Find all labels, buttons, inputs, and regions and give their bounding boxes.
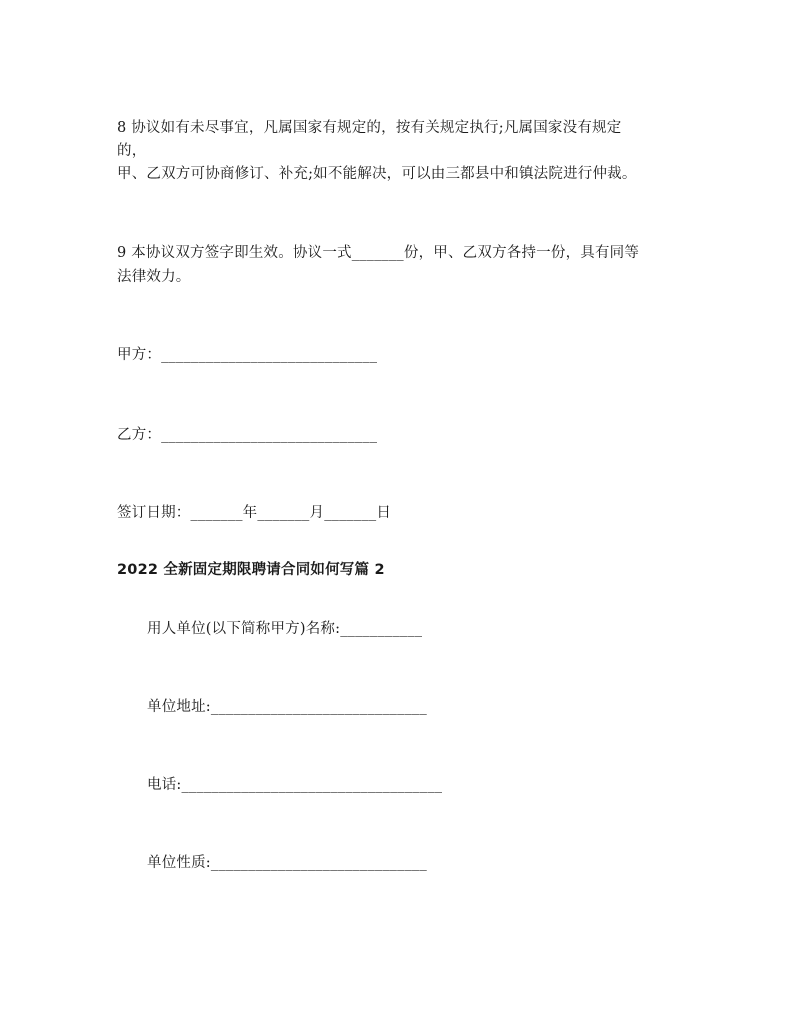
party-a-signature-line: 甲方：_____________________________ xyxy=(117,347,378,363)
party-b-signature-line: 乙方：_____________________________ xyxy=(117,427,378,443)
unit-nature-field: 单位性质:_____________________________ xyxy=(147,855,427,871)
clause-9-line-1: 9 本协议双方签字即生效。协议一式_______份，甲、乙双方各持一份，具有同等 xyxy=(117,245,640,261)
clause-8-line-1: 8 协议如有未尽事宜，凡属国家有规定的，按有关规定执行;凡属国家没有规定 xyxy=(117,120,622,136)
phone-field: 电话:___________________________________ xyxy=(147,777,443,793)
clause-9-line-2: 法律效力。 xyxy=(117,269,191,285)
employer-address-field: 单位地址:_____________________________ xyxy=(147,699,427,715)
section-2-title: 2022 全新固定期限聘请合同如何写篇 2 xyxy=(117,562,385,578)
employer-name-field: 用人单位(以下简称甲方)名称:___________ xyxy=(147,621,423,637)
clause-8-line-2: 的， xyxy=(117,143,147,159)
signing-date-line: 签订日期：_______年_______月_______日 xyxy=(117,505,392,521)
clause-8-line-3: 甲、乙双方可协商修订、补充;如不能解决，可以由三都县中和镇法院进行仲裁。 xyxy=(117,166,637,182)
